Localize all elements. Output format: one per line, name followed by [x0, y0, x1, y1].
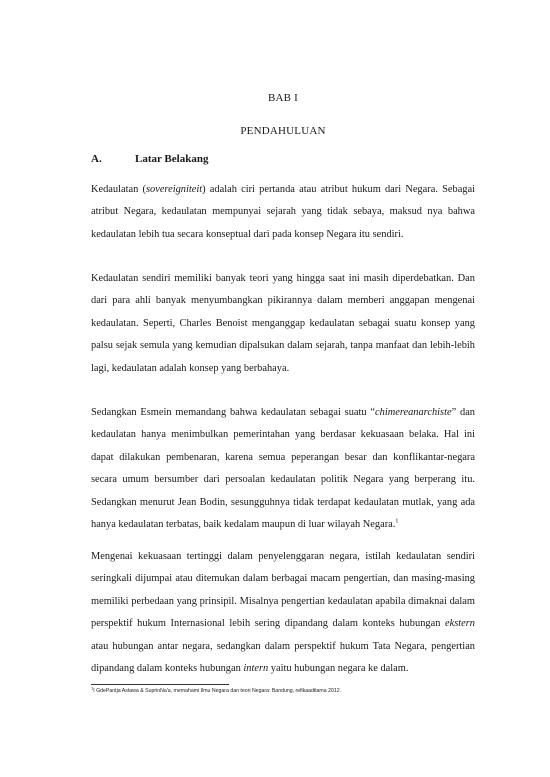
- italic-term: sovereigniteit: [145, 184, 203, 195]
- paragraph-text: ) adalah ciri pertanda atau atribut hukum dari Negara. Sebagai atribut Negara, kedaulatan mempunyai sejarah yang tidak sebaya, maksud nya bahwa kedaulatan lebih tua secara konseptual dari pada konsep Negara itu sendiri.: [91, 184, 475, 240]
- footnote-divider: [91, 684, 229, 685]
- paragraph-2: [91, 268, 475, 380]
- paragraph-text: ” dan kedaulatan hanya menimbulkan pemerintahan yang berdasar kekuasaan belaka. Hal ini dapat dilakukan pembenaran, karena semua peperangan besar dan konflikantar-negara secara umum bersumber dari persoalan kedaulatan politik Negara yang berperang itu. Sedangkan menurut Jean Bodin, sesungguhnya tidak terdapat kedaulatan mutlak, yang ada hanya kedaulatan terbatas, baik kedalam maupun di luar wilayah Negara.: [91, 407, 475, 531]
- paragraph-4: [91, 546, 475, 680]
- italic-term: intern: [243, 663, 269, 675]
- paragraph-text: Kedaulatan (: [91, 184, 146, 195]
- paragraph-text: Sedangkan Esmein memandang bahwa kedaulatan sebagai suatu “: [91, 407, 376, 418]
- italic-term: ekstern: [444, 618, 475, 630]
- section-number: A.: [91, 153, 102, 165]
- footnote: [91, 687, 475, 695]
- italic-term: chimereanarchiste: [375, 407, 452, 418]
- footnote-text: I GdePantja Astawa & SuprinNa'a, memahami Ilmu Negara dan teori Negara: Bandung, refikaaditama 2012.: [93, 688, 342, 694]
- section-heading: [91, 152, 208, 166]
- footnote-marker: 1: [91, 685, 94, 691]
- paragraph-text: Kedaulatan sendiri memiliki banyak teori yang hingga saat ini masih diperdebatkan. Dan dari para ahli banyak menyumbangkan pikirannya dalam memberi anggapan mengenai kedaulatan. Seperti, Charles Benoist menganggap kedaulatan sebagai suatu konsep yang palsu sejak semula yang kemudian dipalsukan dalam sejarah, tanpa manfaat dan lebih-lebih lagi, kedaulatan adalah konsep yang berbahaya.: [91, 273, 475, 374]
- paragraph-text: Mengenai kekuasaan tertinggi dalam penyelenggaran negara, istilah kedaulatan sendiri seringkali dijumpai atau ditemukan dalam berbagai macam pengertian, dan masing-masing memiliki perbedaan yang prinsipil. Misalnya pengertian kedaulatan apabila dimaknai dalam perspektif hukum Internasional lebih sering dipandang dalam konteks hubungan: [91, 551, 475, 630]
- chapter-title: PENDAHULUAN: [240, 125, 326, 137]
- chapter-heading: BAB I: [267, 92, 299, 104]
- section-title: Latar Belakang: [135, 153, 209, 165]
- paragraph-3: [91, 402, 475, 536]
- paragraph-1: [91, 179, 475, 246]
- footnote-reference[interactable]: 1: [395, 518, 399, 525]
- paragraph-text: atau hubungan antar negara, sedangkan dalam perspektif hukum Tata Negara, pengertian dipandang dalam konteks hubungan: [91, 640, 475, 675]
- paragraph-text: yaitu hubungan negara ke dalam.: [268, 663, 409, 675]
